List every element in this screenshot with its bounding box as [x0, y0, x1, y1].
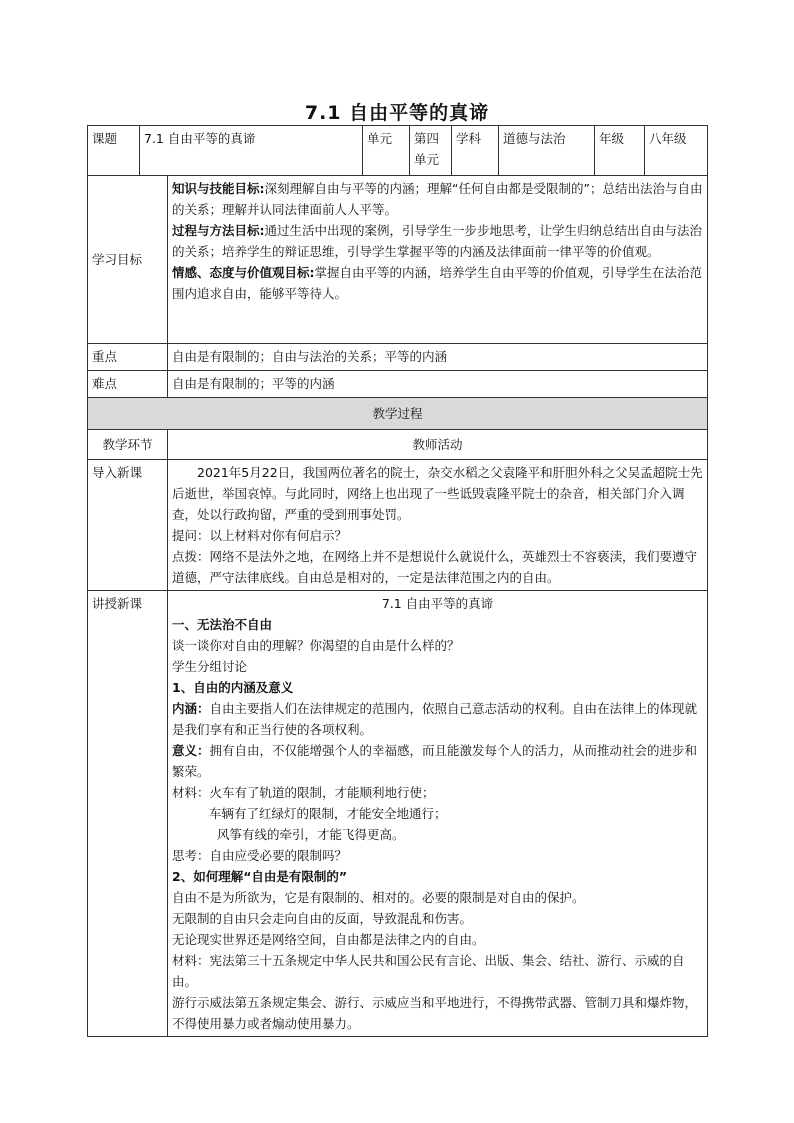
- objectives-content: [168, 176, 708, 344]
- key-points-label: 重点: [88, 344, 168, 371]
- lecture-heading: 7.1 自由平等的真谛: [381, 596, 494, 611]
- process-title: 教学过程: [88, 398, 708, 430]
- subject-label: 学科: [452, 126, 499, 176]
- process-objective-text: 通过生活中出现的案例，引导学生一步步地思考，让学生归纳总结出自由与法治的关系；培养学生的辩证思维，引导学生掌握平等的内涵及法律面前一律平等的价值观。: [172, 223, 703, 259]
- material-line: 材料：火车有了轨道的限制，才能顺利地行使；: [172, 785, 435, 800]
- intro-row: [88, 460, 708, 591]
- unit-label: 单元: [363, 126, 410, 176]
- lecture-content: [168, 591, 708, 1037]
- process-col2-header: 教师活动: [168, 430, 708, 460]
- subsection-heading: 1、自由的内涵及意义: [172, 680, 294, 695]
- subject-value: 道德与法治: [499, 126, 595, 176]
- knowledge-objective-text: 深刻理解自由与平等的内涵；理解“任何自由都是受限制的”；总结出法治与自由的关系；理解并认同法律面前人人平等。: [172, 181, 703, 217]
- body-paragraph: 游行示威法第五条规定集会、游行、示威应当和平地进行，不得携带武器、管制刀具和爆炸物，不得使用暴力或者煽动使用暴力。: [172, 995, 698, 1031]
- body-paragraph: 材料：宪法第三十五条规定中华人民共和国公民有言论、出版、集会、结社、游行、示威的自由。: [172, 953, 685, 989]
- body-paragraph: 自由不是为所欲为，它是有限制的、相对的。必要的限制是对自由的保护。: [172, 890, 585, 905]
- subsection-heading: 2、如何理解“自由是有限制的”: [172, 869, 348, 884]
- process-title-row: [88, 398, 708, 430]
- header-row: [88, 126, 708, 176]
- intro-label: 导入新课: [88, 460, 168, 591]
- process-header-row: [88, 430, 708, 460]
- objectives-label: 学习目标: [88, 176, 168, 344]
- discussion-question: 谈一谈你对自由的理解？你渴望的自由是什么样的？: [172, 638, 460, 653]
- intro-content: [168, 460, 708, 591]
- body-paragraph: 无论现实世界还是网络空间，自由都是法律之内的自由。: [172, 932, 485, 947]
- difficulties-label: 难点: [88, 371, 168, 398]
- think-question: 思考：自由应受必要的限制吗？: [172, 848, 348, 863]
- process-objective: [172, 220, 703, 262]
- process-objective-heading: 过程与方法目标:: [172, 223, 265, 238]
- knowledge-objective-heading: 知识与技能目标:: [172, 181, 265, 196]
- meaning-heading: 意义：: [172, 743, 210, 758]
- emotion-objective: [172, 262, 703, 304]
- intro-question: 提问：以上材料对你有何启示？: [172, 528, 348, 543]
- intro-paragraph: 2021年5月22日，我国两位著名的院士，杂交水稻之父袁隆平和肝胆外科之父吴孟超院士先后逝世，举国哀悼。与此同时，网络上也出现了一些诋毁袁隆平院士的杂音，相关部门介入调查，处以行政拘留，严重的受到刑事处罚。: [172, 465, 703, 522]
- meaning-paragraph: [172, 740, 703, 782]
- unit-value: 第四单元: [410, 126, 452, 176]
- connotation-heading: 内涵：: [172, 701, 210, 716]
- lesson-plan-table: [87, 125, 708, 1037]
- knowledge-objective: [172, 178, 703, 220]
- section-heading: 一、无法治不自由: [172, 617, 273, 632]
- material-line: 车辆有了红绿灯的限制，才能安全地通行；: [209, 806, 447, 821]
- course-label: 课题: [88, 126, 140, 176]
- course-value: 7.1 自由平等的真谛: [140, 126, 363, 176]
- body-paragraph: 无限制的自由只会走向自由的反面，导致混乱和伤害。: [172, 911, 473, 926]
- process-col1-header: 教学环节: [88, 430, 168, 460]
- material-line: 风筝有线的牵引，才能飞得更高。: [217, 827, 405, 842]
- difficulties-text: 自由是有限制的；平等的内涵: [168, 371, 708, 398]
- key-points-text: 自由是有限制的；自由与法治的关系；平等的内涵: [168, 344, 708, 371]
- grade-label: 年级: [595, 126, 645, 176]
- page-title: 7.1 自由平等的真谛: [304, 102, 490, 124]
- emotion-objective-heading: 情感、态度与价值观目标:: [172, 265, 315, 280]
- connotation-text: 自由主要指人们在法律规定的范围内，依照自己意志活动的权利。自由在法律上的体现就是我们享有和正当行使的各项权利。: [172, 701, 698, 737]
- meaning-text: 拥有自由，不仅能增强个人的幸福感，而且能激发每个人的活力，从而推动社会的进步和繁荣。: [172, 743, 698, 779]
- emotion-objective-text: 掌握自由平等的内涵，培养学生自由平等的价值观，引导学生在法治范围内追求自由，能够平等待人。: [172, 265, 703, 301]
- grade-value: 八年级: [645, 126, 708, 176]
- connotation-paragraph: [172, 698, 703, 740]
- lecture-label: 讲授新课: [88, 591, 168, 1037]
- objectives-row: [88, 176, 708, 344]
- intro-point: 点拨：网络不是法外之地，在网络上并不是想说什么就说什么，英雄烈士不容亵渎，我们要遵守道德，严守法律底线。自由总是相对的，一定是法律范围之内的自由。: [172, 549, 698, 585]
- difficulties-row: [88, 371, 708, 398]
- lecture-row: [88, 591, 708, 1037]
- key-points-row: [88, 344, 708, 371]
- discussion-note: 学生分组讨论: [172, 659, 248, 674]
